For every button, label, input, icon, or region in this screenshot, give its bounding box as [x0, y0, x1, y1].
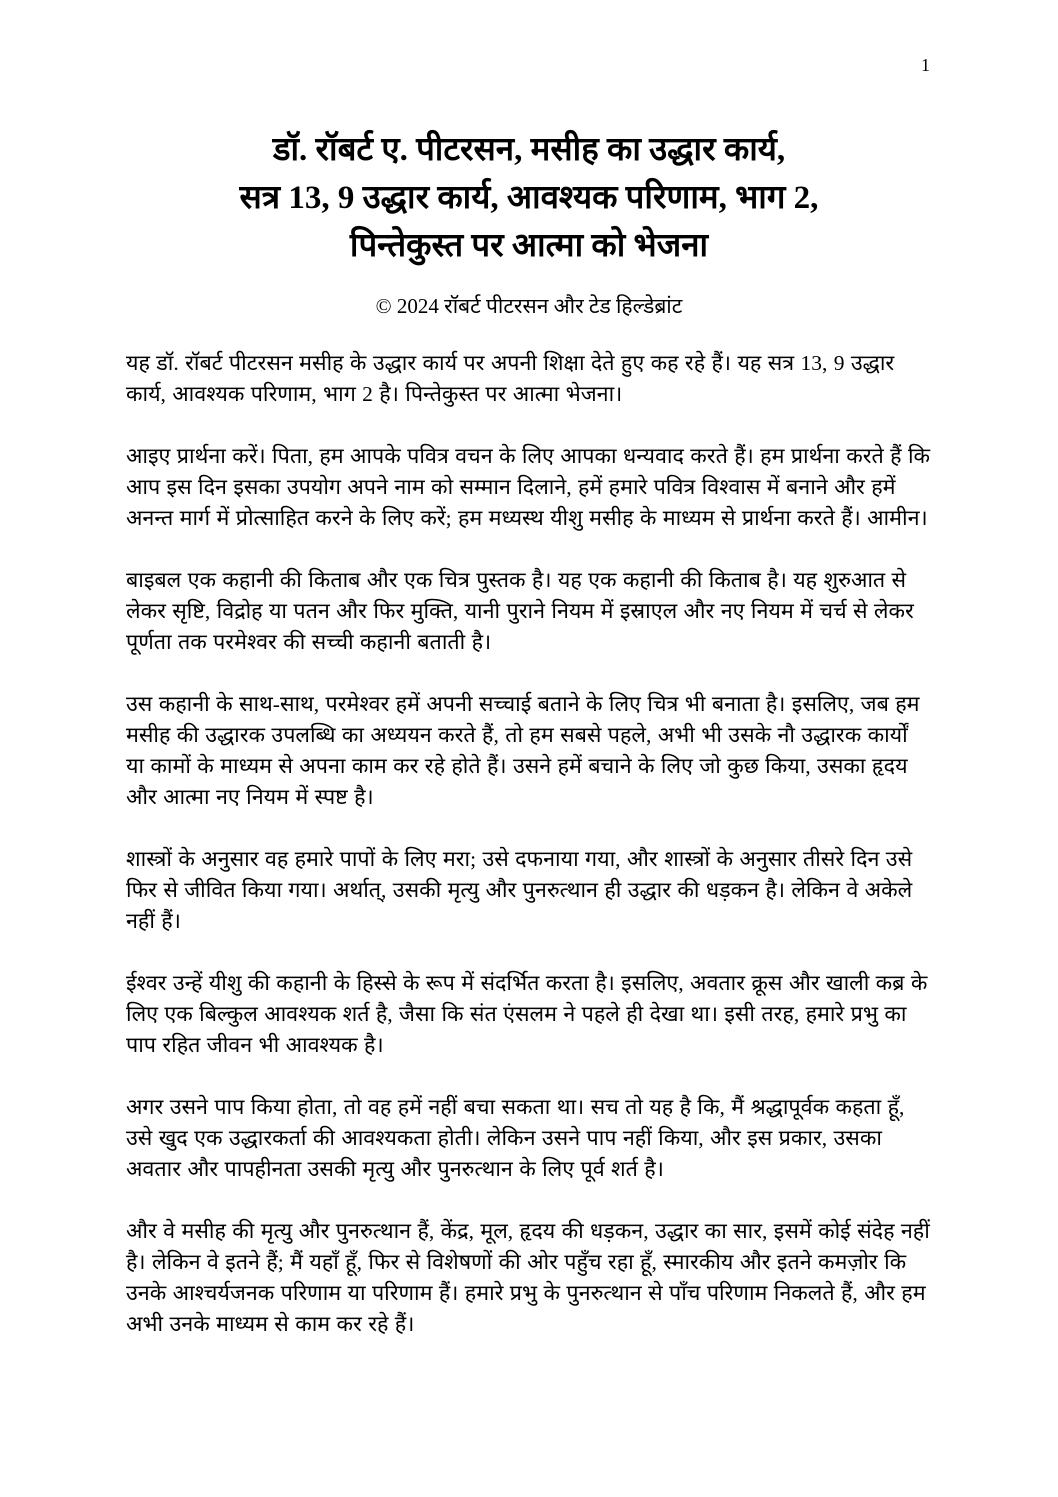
copyright-notice: © 2024 रॉबर्ट पीटरसन और टेड हिल्डेब्रांट	[375, 294, 683, 319]
title-line-1: डॉ. रॉबर्ट ए. पीटरसन, मसीह का उद्धार कार्य,	[272, 132, 786, 168]
document-body	[126, 348, 932, 1340]
paragraph-nine-works: उस कहानी के साथ-साथ, परमेश्वर हमें अपनी सच्चाई बताने के लिए चित्र भी बनाता है। इसलिए, जब हम मसीह की उद्धारक उपलब्धि का अध्ययन करते हैं, तो हम सबसे पहले, अभी भी उसके नौ उद्धारक कार्यों या कामों के माध्यम से अपना काम कर रहे होते हैं। उसने हमें बचाने के लिए जो कुछ किया, उसका हृदय और आत्मा नए नियम में स्पष्ट है।	[126, 692, 920, 810]
paragraph-prayer: आइए प्रार्थना करें। पिता, हम आपके पवित्र वचन के लिए आपका धन्यवाद करते हैं। हम प्रार्थना करते हैं कि आप इस दिन इसका उपयोग अपने नाम को सम्मान दिलाने, हमें हमारे पवित्र विश्वास में बनाने और हमें अनन्त मार्ग में प्रोत्साहित करने के लिए करें; हम मध्यस्थ यीशु मसीह के माध्यम से प्रार्थना करते हैं। आमीन।	[126, 444, 931, 531]
page-number: 1	[921, 55, 930, 75]
paragraph-intro: यह डॉ. रॉबर्ट पीटरसन मसीह के उद्धार कार्य पर अपनी शिक्षा देते हुए कह रहे हैं। यह सत्र 13, 9 उद्धार कार्य, आवश्यक परिणाम, भाग 2 है। पिन्तेकुस्त पर आत्मा भेजना।	[126, 351, 895, 407]
title-line-2: सत्र 13, 9 उद्धार कार्य, आवश्यक परिणाम, भाग 2,	[239, 180, 819, 216]
paragraph-anselm: ईश्वर उन्हें यीशु की कहानी के हिस्से के रूप में संदर्भित करता है। इसलिए, अवतार क्रूस और खाली कब्र के लिए एक बिल्कुल आवश्यक शर्त है, जैसा कि संत एंसलम ने पहले ही देखा था। इसी तरह, हमारे प्रभु का पाप रहित जीवन भी आवश्यक है।	[126, 971, 928, 1058]
paragraph-sinless-life: अगर उसने पाप किया होता, तो वह हमें नहीं बचा सकता था। सच तो यह है कि, मैं श्रद्धापूर्वक कहता हूँ, उसे खुद एक उद्धारकर्ता की आवश्यकता होती। लेकिन उसने पाप नहीं किया, और इस प्रकार, उसका अवतार और पापहीनता उसकी मृत्यु और पुनरुत्थान के लिए पूर्व शर्त है।	[126, 1095, 905, 1182]
title-line-3: पिन्तेकुस्त पर आत्मा को भेजना	[349, 228, 709, 264]
document-title	[126, 126, 932, 270]
paragraph-scriptures: शास्त्रों के अनुसार वह हमारे पापों के लिए मरा; उसे दफनाया गया, और शास्त्रों के अनुसार तीसरे दिन उसे फिर से जीवित किया गया। अर्थात्, उसकी मृत्यु और पुनरुत्थान ही उद्धार की धड़कन है। लेकिन वे अकेले नहीं हैं।	[126, 847, 913, 934]
paragraph-bible-story: बाइबल एक कहानी की किताब और एक चित्र पुस्तक है। यह एक कहानी की किताब है। यह शुरुआत से लेकर सृष्टि, विद्रोह या पतन और फिर मुक्ति, यानी पुराने नियम में इस्राएल और नए नियम में चर्च से लेकर पूर्णता तक परमेश्वर की सच्ची कहानी बताती है।	[126, 568, 914, 655]
page-content	[0, 126, 1058, 1340]
paragraph-five-results: और वे मसीह की मृत्यु और पुनरुत्थान हैं, केंद्र, मूल, हृदय की धड़कन, उद्धार का सार, इसमें कोई संदेह नहीं है। लेकिन वे इतने हैं; मैं यहाँ हूँ, फिर से विशेषणों की ओर पहुँच रहा हूँ, स्मारकीय और इतने कमज़ोर कि उनके आश्चर्यजनक परिणाम या परिणाम हैं। हमारे प्रभु के पुनरुत्थान से पाँच परिणाम निकलते हैं, और हम अभी उनके माध्यम से काम कर रहे हैं।	[126, 1219, 930, 1337]
